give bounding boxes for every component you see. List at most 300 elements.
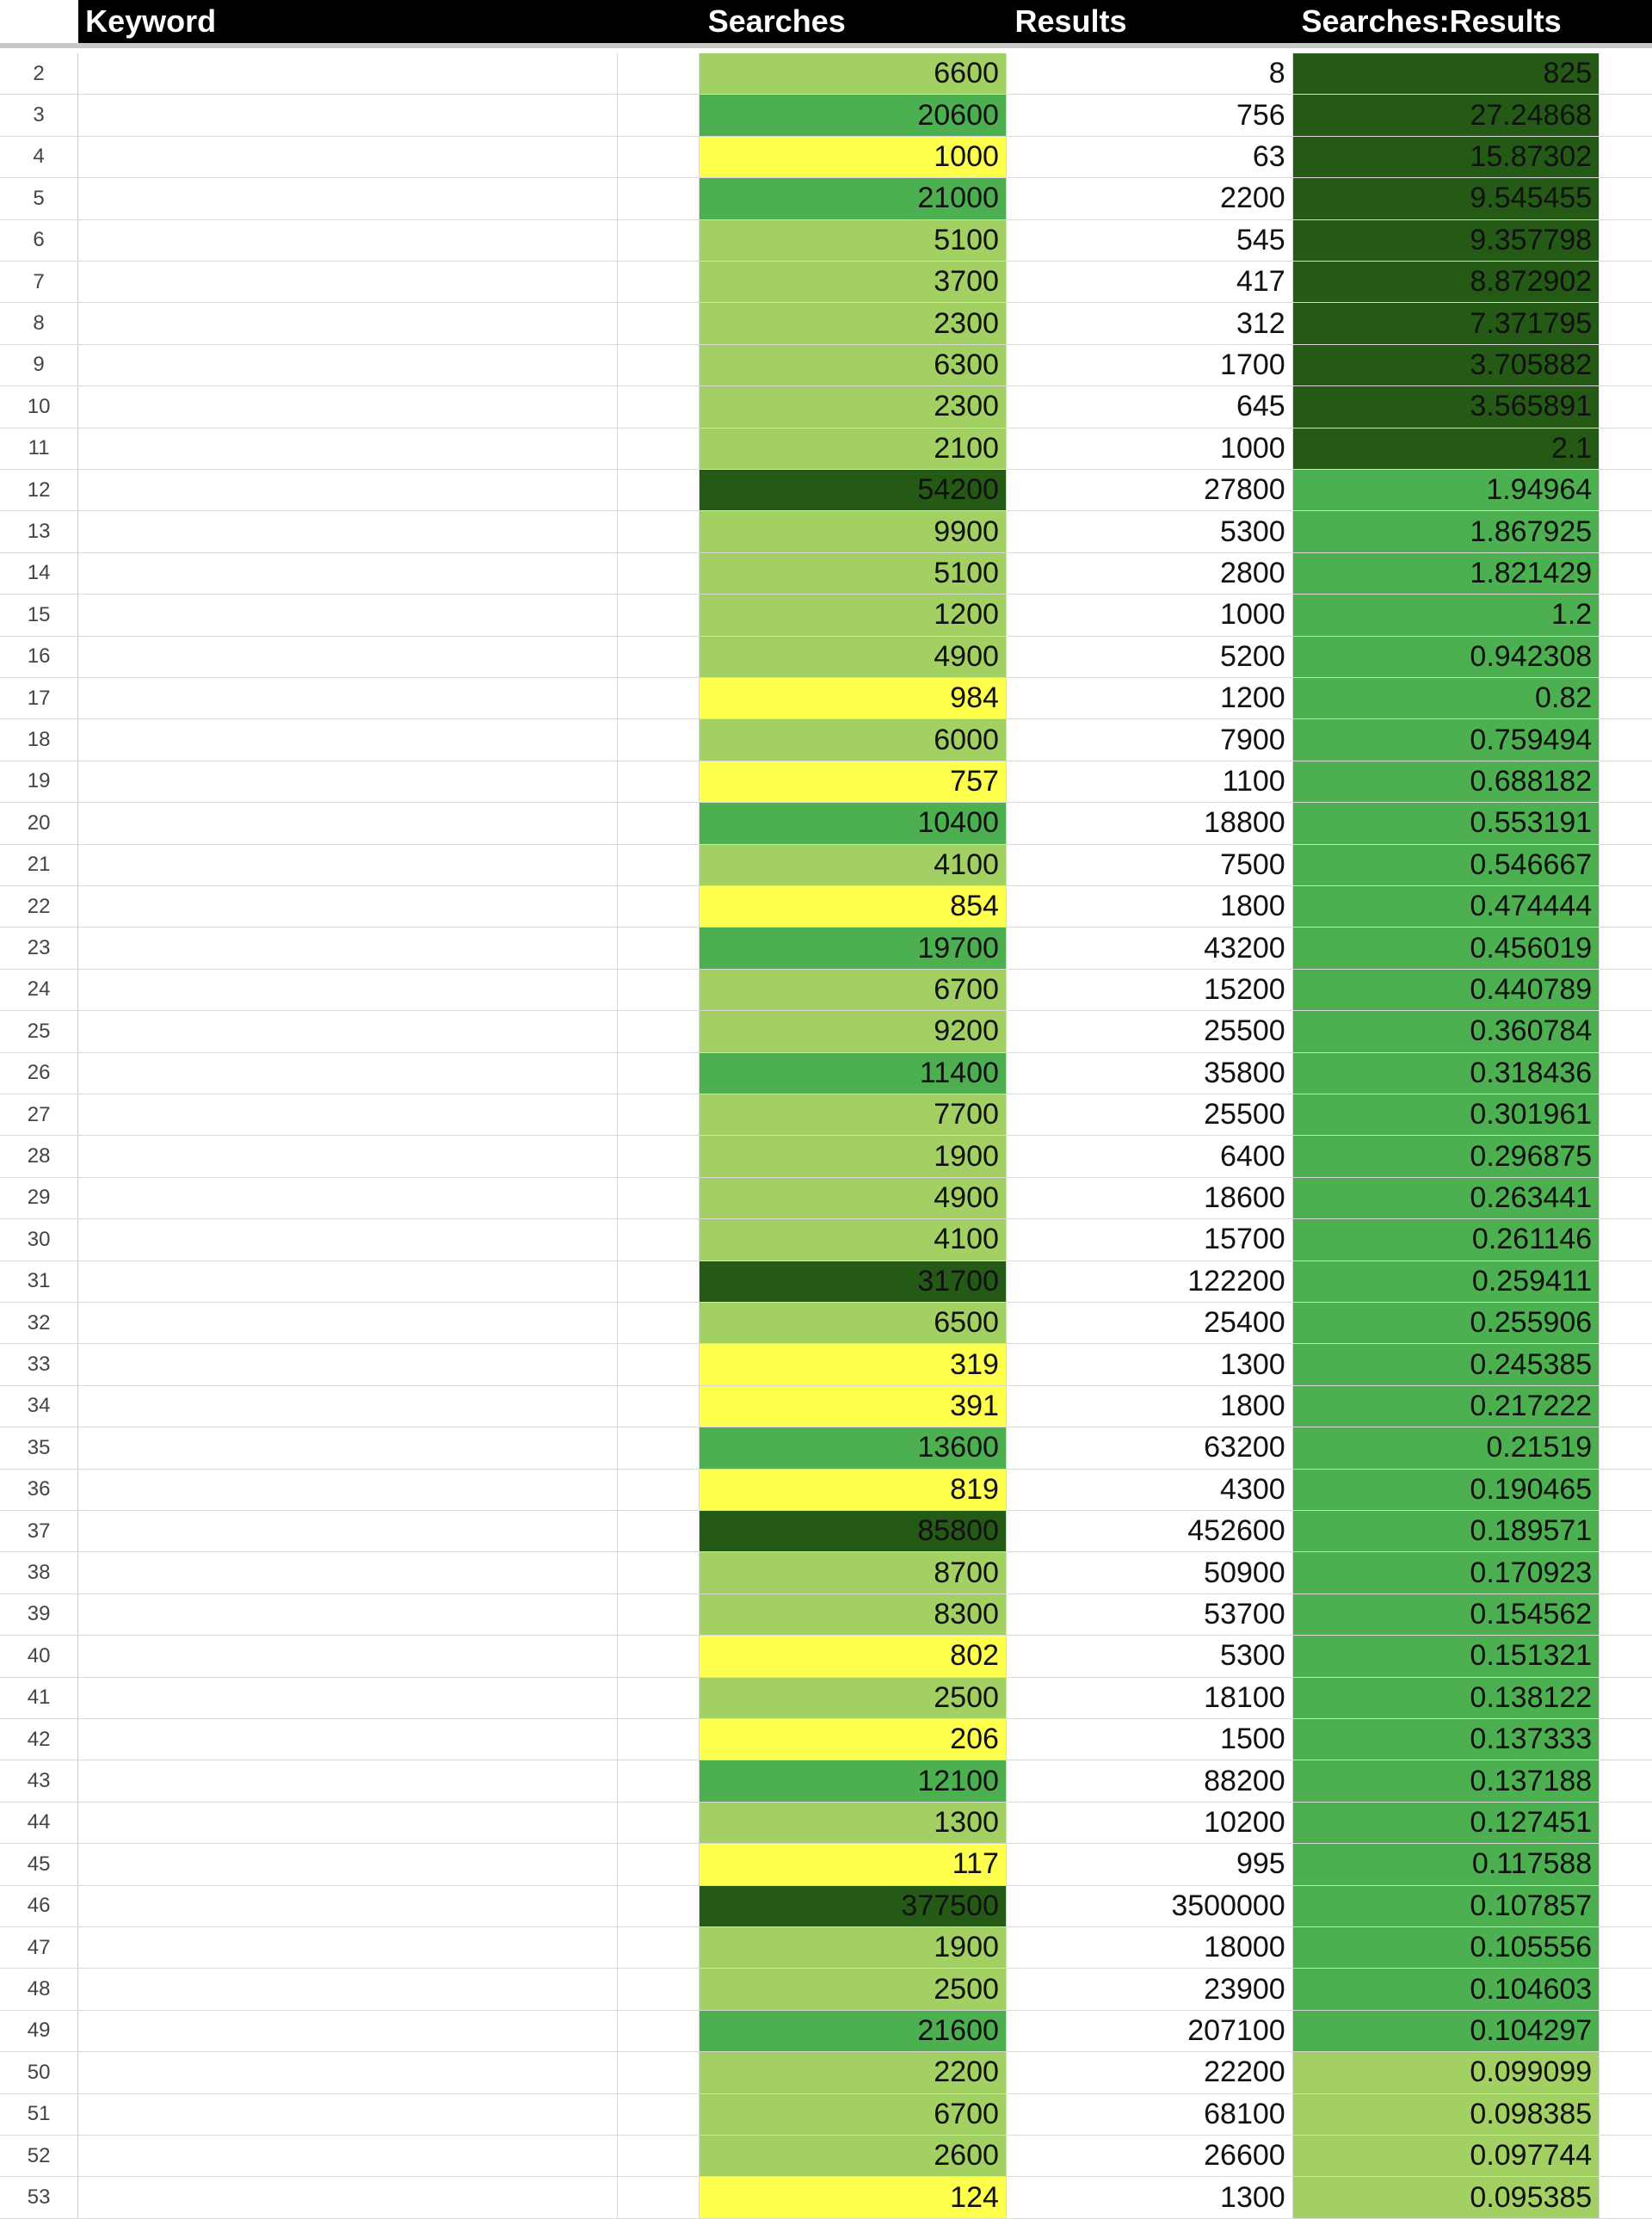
results-cell[interactable] bbox=[1007, 2136, 1293, 2176]
searches-cell[interactable] bbox=[700, 719, 1007, 760]
ratio-cell[interactable] bbox=[1293, 1927, 1600, 1968]
keyword-cell[interactable] bbox=[78, 1678, 618, 1718]
ratio-cell[interactable] bbox=[1293, 1011, 1600, 1051]
searches-cell[interactable] bbox=[700, 1844, 1007, 1884]
ratio-cell[interactable] bbox=[1293, 1511, 1600, 1551]
empty-cell[interactable] bbox=[618, 1927, 700, 1968]
row-number[interactable]: 39 bbox=[0, 1594, 78, 1635]
results-cell[interactable] bbox=[1007, 1344, 1293, 1384]
searches-header[interactable]: Searches bbox=[707, 3, 846, 39]
row-number[interactable]: 21 bbox=[0, 845, 78, 885]
ratio-cell[interactable] bbox=[1293, 1636, 1600, 1676]
ratio-cell[interactable] bbox=[1293, 803, 1600, 843]
searches-cell[interactable] bbox=[700, 2094, 1007, 2135]
ratio-cell[interactable] bbox=[1293, 886, 1600, 927]
empty-cell[interactable] bbox=[618, 178, 700, 219]
results-cell[interactable] bbox=[1007, 386, 1293, 427]
empty-cell[interactable] bbox=[1600, 345, 1652, 385]
results-cell[interactable] bbox=[1007, 845, 1293, 885]
empty-cell[interactable] bbox=[1600, 1594, 1652, 1635]
keyword-cell[interactable] bbox=[78, 1552, 618, 1593]
empty-cell[interactable] bbox=[618, 928, 700, 968]
row-number[interactable]: 11 bbox=[0, 428, 78, 469]
empty-cell[interactable] bbox=[618, 1760, 700, 1801]
row-number[interactable]: 4 bbox=[0, 137, 78, 177]
empty-cell[interactable] bbox=[618, 1053, 700, 1094]
searches-cell[interactable] bbox=[700, 928, 1007, 968]
empty-cell[interactable] bbox=[1600, 428, 1652, 469]
results-cell[interactable] bbox=[1007, 1552, 1293, 1593]
results-cell[interactable] bbox=[1007, 1886, 1293, 1926]
empty-cell[interactable] bbox=[1600, 1886, 1652, 1926]
row-number[interactable]: 42 bbox=[0, 1719, 78, 1760]
empty-cell[interactable] bbox=[1600, 1303, 1652, 1343]
results-cell[interactable] bbox=[1007, 2094, 1293, 2135]
searches-cell[interactable] bbox=[700, 345, 1007, 385]
ratio-cell[interactable] bbox=[1293, 928, 1600, 968]
searches-cell[interactable] bbox=[700, 1594, 1007, 1635]
keyword-cell[interactable] bbox=[78, 428, 618, 469]
row-number[interactable]: 45 bbox=[0, 1844, 78, 1884]
empty-cell[interactable] bbox=[618, 1261, 700, 1302]
searches-cell[interactable] bbox=[700, 553, 1007, 594]
empty-cell[interactable] bbox=[1600, 137, 1652, 177]
searches-cell[interactable] bbox=[700, 1969, 1007, 2009]
ratio-cell[interactable] bbox=[1293, 1886, 1600, 1926]
row-number[interactable]: 24 bbox=[0, 970, 78, 1010]
row-number[interactable]: 53 bbox=[0, 2177, 78, 2217]
empty-cell[interactable] bbox=[618, 1303, 700, 1343]
row-number[interactable]: 8 bbox=[0, 303, 78, 343]
empty-cell[interactable] bbox=[1600, 2094, 1652, 2135]
searches-cell[interactable] bbox=[700, 1760, 1007, 1801]
row-number[interactable]: 31 bbox=[0, 1261, 78, 1302]
ratio-cell[interactable] bbox=[1293, 137, 1600, 177]
empty-cell[interactable] bbox=[1600, 928, 1652, 968]
results-cell[interactable] bbox=[1007, 1760, 1293, 1801]
empty-cell[interactable] bbox=[618, 511, 700, 552]
empty-cell[interactable] bbox=[618, 1511, 700, 1551]
empty-cell[interactable] bbox=[618, 1969, 700, 2009]
results-cell[interactable] bbox=[1007, 95, 1293, 135]
keyword-cell[interactable] bbox=[78, 1511, 618, 1551]
empty-cell[interactable] bbox=[1600, 386, 1652, 427]
keyword-cell[interactable] bbox=[78, 1261, 618, 1302]
empty-cell[interactable] bbox=[1600, 303, 1652, 343]
results-cell[interactable] bbox=[1007, 1927, 1293, 1968]
results-cell[interactable] bbox=[1007, 970, 1293, 1010]
keyword-cell[interactable] bbox=[78, 178, 618, 219]
searches-cell[interactable] bbox=[700, 1178, 1007, 1218]
empty-cell[interactable] bbox=[618, 637, 700, 677]
empty-cell[interactable] bbox=[618, 1594, 700, 1635]
keyword-cell[interactable] bbox=[78, 595, 618, 635]
keyword-cell[interactable] bbox=[78, 1094, 618, 1135]
ratio-cell[interactable] bbox=[1293, 1386, 1600, 1427]
ratio-cell[interactable] bbox=[1293, 2136, 1600, 2176]
searches-cell[interactable] bbox=[700, 637, 1007, 677]
row-number[interactable]: 18 bbox=[0, 719, 78, 760]
empty-cell[interactable] bbox=[618, 470, 700, 510]
results-cell[interactable] bbox=[1007, 1594, 1293, 1635]
searches-cell[interactable] bbox=[700, 1219, 1007, 1260]
row-number[interactable]: 22 bbox=[0, 886, 78, 927]
results-cell[interactable] bbox=[1007, 553, 1293, 594]
keyword-cell[interactable] bbox=[78, 678, 618, 718]
empty-cell[interactable] bbox=[1600, 553, 1652, 594]
results-cell[interactable] bbox=[1007, 1053, 1293, 1094]
empty-cell[interactable] bbox=[1600, 1511, 1652, 1551]
keyword-cell[interactable] bbox=[78, 1636, 618, 1676]
keyword-cell[interactable] bbox=[78, 1344, 618, 1384]
results-cell[interactable] bbox=[1007, 1844, 1293, 1884]
empty-cell[interactable] bbox=[618, 2094, 700, 2135]
keyword-cell[interactable] bbox=[78, 928, 618, 968]
row-number[interactable]: 7 bbox=[0, 262, 78, 302]
empty-cell[interactable] bbox=[1600, 719, 1652, 760]
results-cell[interactable] bbox=[1007, 137, 1293, 177]
keyword-cell[interactable] bbox=[78, 511, 618, 552]
keyword-cell[interactable] bbox=[78, 345, 618, 385]
ratio-cell[interactable] bbox=[1293, 553, 1600, 594]
searches-cell[interactable] bbox=[700, 1427, 1007, 1468]
empty-cell[interactable] bbox=[618, 761, 700, 802]
row-number[interactable]: 41 bbox=[0, 1678, 78, 1718]
keyword-cell[interactable] bbox=[78, 2094, 618, 2135]
keyword-cell[interactable] bbox=[78, 1719, 618, 1760]
row-number[interactable]: 19 bbox=[0, 761, 78, 802]
empty-cell[interactable] bbox=[618, 1470, 700, 1510]
searches-cell[interactable] bbox=[700, 428, 1007, 469]
keyword-header[interactable]: Keyword bbox=[85, 3, 217, 39]
empty-cell[interactable] bbox=[1600, 678, 1652, 718]
keyword-cell[interactable] bbox=[78, 886, 618, 927]
searches-cell[interactable] bbox=[700, 1303, 1007, 1343]
empty-cell[interactable] bbox=[1600, 95, 1652, 135]
row-number[interactable]: 2 bbox=[0, 53, 78, 94]
results-cell[interactable] bbox=[1007, 1303, 1293, 1343]
searches-cell[interactable] bbox=[700, 220, 1007, 261]
ratio-cell[interactable] bbox=[1293, 1844, 1600, 1884]
ratio-cell[interactable] bbox=[1293, 511, 1600, 552]
empty-cell[interactable] bbox=[618, 678, 700, 718]
searches-cell[interactable] bbox=[700, 803, 1007, 843]
empty-cell[interactable] bbox=[1600, 1678, 1652, 1718]
empty-cell[interactable] bbox=[1600, 1969, 1652, 2009]
row-number[interactable]: 14 bbox=[0, 553, 78, 594]
empty-cell[interactable] bbox=[618, 1636, 700, 1676]
row-number[interactable]: 32 bbox=[0, 1303, 78, 1343]
row-number[interactable]: 26 bbox=[0, 1053, 78, 1094]
empty-cell[interactable] bbox=[618, 553, 700, 594]
ratio-cell[interactable] bbox=[1293, 470, 1600, 510]
keyword-cell[interactable] bbox=[78, 1219, 618, 1260]
searches-cell[interactable] bbox=[700, 595, 1007, 635]
empty-cell[interactable] bbox=[1600, 1636, 1652, 1676]
searches-cell[interactable] bbox=[700, 95, 1007, 135]
empty-cell[interactable] bbox=[618, 886, 700, 927]
keyword-cell[interactable] bbox=[78, 1886, 618, 1926]
searches-cell[interactable] bbox=[700, 1344, 1007, 1384]
empty-cell[interactable] bbox=[618, 845, 700, 885]
searches-cell[interactable] bbox=[700, 2136, 1007, 2176]
empty-cell[interactable] bbox=[1600, 761, 1652, 802]
keyword-cell[interactable] bbox=[78, 2177, 618, 2217]
empty-cell[interactable] bbox=[618, 2011, 700, 2051]
keyword-cell[interactable] bbox=[78, 553, 618, 594]
row-number[interactable]: 5 bbox=[0, 178, 78, 219]
ratio-cell[interactable] bbox=[1293, 1470, 1600, 1510]
empty-cell[interactable] bbox=[1600, 1344, 1652, 1384]
empty-cell[interactable] bbox=[618, 2052, 700, 2093]
empty-cell[interactable] bbox=[618, 1427, 700, 1468]
empty-cell[interactable] bbox=[1600, 1011, 1652, 1051]
results-cell[interactable] bbox=[1007, 1719, 1293, 1760]
row-number[interactable]: 47 bbox=[0, 1927, 78, 1968]
keyword-cell[interactable] bbox=[78, 1844, 618, 1884]
keyword-cell[interactable] bbox=[78, 1053, 618, 1094]
searches-cell[interactable] bbox=[700, 886, 1007, 927]
ratio-cell[interactable] bbox=[1293, 220, 1600, 261]
searches-cell[interactable] bbox=[700, 2011, 1007, 2051]
ratio-cell[interactable] bbox=[1293, 1594, 1600, 1635]
row-number[interactable]: 9 bbox=[0, 345, 78, 385]
searches-cell[interactable] bbox=[700, 1011, 1007, 1051]
keyword-cell[interactable] bbox=[78, 637, 618, 677]
results-cell[interactable] bbox=[1007, 511, 1293, 552]
empty-cell[interactable] bbox=[618, 386, 700, 427]
ratio-cell[interactable] bbox=[1293, 2052, 1600, 2093]
keyword-cell[interactable] bbox=[78, 2011, 618, 2051]
results-cell[interactable] bbox=[1007, 1803, 1293, 1843]
empty-cell[interactable] bbox=[1600, 2011, 1652, 2051]
searches-cell[interactable] bbox=[700, 761, 1007, 802]
keyword-cell[interactable] bbox=[78, 95, 618, 135]
row-number[interactable]: 27 bbox=[0, 1094, 78, 1135]
keyword-cell[interactable] bbox=[78, 803, 618, 843]
empty-cell[interactable] bbox=[1600, 1927, 1652, 1968]
searches-cell[interactable] bbox=[700, 1927, 1007, 1968]
results-cell[interactable] bbox=[1007, 178, 1293, 219]
results-cell[interactable] bbox=[1007, 637, 1293, 677]
ratio-cell[interactable] bbox=[1293, 178, 1600, 219]
row-number[interactable]: 10 bbox=[0, 386, 78, 427]
searches-cell[interactable] bbox=[700, 1719, 1007, 1760]
row-number[interactable]: 23 bbox=[0, 928, 78, 968]
searches-cell[interactable] bbox=[700, 1678, 1007, 1718]
empty-cell[interactable] bbox=[618, 1803, 700, 1843]
ratio-cell[interactable] bbox=[1293, 2177, 1600, 2217]
results-cell[interactable] bbox=[1007, 1678, 1293, 1718]
results-cell[interactable] bbox=[1007, 1511, 1293, 1551]
results-cell[interactable] bbox=[1007, 886, 1293, 927]
searches-cell[interactable] bbox=[700, 1803, 1007, 1843]
results-cell[interactable] bbox=[1007, 262, 1293, 302]
empty-cell[interactable] bbox=[1600, 511, 1652, 552]
results-cell[interactable] bbox=[1007, 2177, 1293, 2217]
ratio-cell[interactable] bbox=[1293, 1094, 1600, 1135]
results-header[interactable]: Results bbox=[1014, 3, 1127, 39]
empty-cell[interactable] bbox=[1600, 470, 1652, 510]
row-number[interactable]: 3 bbox=[0, 95, 78, 135]
results-cell[interactable] bbox=[1007, 303, 1293, 343]
keyword-cell[interactable] bbox=[78, 53, 618, 94]
searches-cell[interactable] bbox=[700, 1261, 1007, 1302]
empty-cell[interactable] bbox=[618, 1678, 700, 1718]
empty-cell[interactable] bbox=[618, 262, 700, 302]
searches-cell[interactable] bbox=[700, 1470, 1007, 1510]
empty-cell[interactable] bbox=[1600, 1470, 1652, 1510]
ratio-cell[interactable] bbox=[1293, 595, 1600, 635]
row-number[interactable]: 49 bbox=[0, 2011, 78, 2051]
empty-cell[interactable] bbox=[618, 970, 700, 1010]
ratio-cell[interactable] bbox=[1293, 719, 1600, 760]
row-number[interactable]: 17 bbox=[0, 678, 78, 718]
empty-cell[interactable] bbox=[1600, 2052, 1652, 2093]
ratio-cell[interactable] bbox=[1293, 1678, 1600, 1718]
row-number[interactable]: 34 bbox=[0, 1386, 78, 1427]
empty-cell[interactable] bbox=[618, 1719, 700, 1760]
keyword-cell[interactable] bbox=[78, 1969, 618, 2009]
searches-cell[interactable] bbox=[700, 2052, 1007, 2093]
ratio-cell[interactable] bbox=[1293, 1261, 1600, 1302]
empty-header-cell[interactable] bbox=[1600, 0, 1652, 43]
keyword-cell[interactable] bbox=[78, 1386, 618, 1427]
empty-cell[interactable] bbox=[1600, 1219, 1652, 1260]
searches-cell[interactable] bbox=[700, 303, 1007, 343]
row-number[interactable]: 16 bbox=[0, 637, 78, 677]
ratio-cell[interactable] bbox=[1293, 970, 1600, 1010]
ratio-cell[interactable] bbox=[1293, 2094, 1600, 2135]
empty-cell[interactable] bbox=[1600, 1261, 1652, 1302]
results-cell[interactable] bbox=[1007, 1094, 1293, 1135]
ratio-cell[interactable] bbox=[1293, 262, 1600, 302]
searches-cell[interactable] bbox=[700, 1886, 1007, 1926]
keyword-cell[interactable] bbox=[78, 1011, 618, 1051]
row-number[interactable]: 33 bbox=[0, 1344, 78, 1384]
row-number[interactable]: 28 bbox=[0, 1136, 78, 1176]
ratio-cell[interactable] bbox=[1293, 1552, 1600, 1593]
keyword-cell[interactable] bbox=[78, 1927, 618, 1968]
row-number[interactable]: 43 bbox=[0, 1760, 78, 1801]
searches-cell[interactable] bbox=[700, 1094, 1007, 1135]
results-cell[interactable] bbox=[1007, 470, 1293, 510]
searches-cell[interactable] bbox=[700, 53, 1007, 94]
row-number[interactable]: 38 bbox=[0, 1552, 78, 1593]
ratio-cell[interactable] bbox=[1293, 1803, 1600, 1843]
empty-cell[interactable] bbox=[1600, 1844, 1652, 1884]
empty-cell[interactable] bbox=[1600, 1386, 1652, 1427]
empty-cell[interactable] bbox=[618, 137, 700, 177]
searches-cell[interactable] bbox=[700, 1636, 1007, 1676]
searches-cell[interactable] bbox=[700, 262, 1007, 302]
results-cell[interactable] bbox=[1007, 1386, 1293, 1427]
ratio-header[interactable]: Searches:Results bbox=[1301, 3, 1562, 39]
ratio-cell[interactable] bbox=[1293, 386, 1600, 427]
results-cell[interactable] bbox=[1007, 1427, 1293, 1468]
row-number[interactable]: 36 bbox=[0, 1470, 78, 1510]
empty-cell[interactable] bbox=[1600, 1094, 1652, 1135]
results-cell[interactable] bbox=[1007, 595, 1293, 635]
row-number[interactable]: 35 bbox=[0, 1427, 78, 1468]
searches-cell[interactable] bbox=[700, 178, 1007, 219]
searches-cell[interactable] bbox=[700, 511, 1007, 552]
empty-cell[interactable] bbox=[1600, 1552, 1652, 1593]
row-number[interactable]: 44 bbox=[0, 1803, 78, 1843]
row-number[interactable]: 37 bbox=[0, 1511, 78, 1551]
ratio-cell[interactable] bbox=[1293, 1760, 1600, 1801]
keyword-cell[interactable] bbox=[78, 845, 618, 885]
empty-cell[interactable] bbox=[1600, 2177, 1652, 2217]
empty-cell[interactable] bbox=[1600, 262, 1652, 302]
row-number[interactable]: 20 bbox=[0, 803, 78, 843]
ratio-cell[interactable] bbox=[1293, 637, 1600, 677]
row-number[interactable]: 29 bbox=[0, 1178, 78, 1218]
empty-cell[interactable] bbox=[618, 53, 700, 94]
results-cell[interactable] bbox=[1007, 2052, 1293, 2093]
keyword-cell[interactable] bbox=[78, 1803, 618, 1843]
row-number[interactable]: 15 bbox=[0, 595, 78, 635]
empty-cell[interactable] bbox=[1600, 2136, 1652, 2176]
empty-cell[interactable] bbox=[618, 1552, 700, 1593]
results-cell[interactable] bbox=[1007, 928, 1293, 968]
keyword-cell[interactable] bbox=[78, 1594, 618, 1635]
searches-cell[interactable] bbox=[700, 1552, 1007, 1593]
empty-cell[interactable] bbox=[618, 595, 700, 635]
empty-cell[interactable] bbox=[1600, 845, 1652, 885]
ratio-cell[interactable] bbox=[1293, 1719, 1600, 1760]
empty-cell[interactable] bbox=[618, 803, 700, 843]
keyword-cell[interactable] bbox=[78, 2052, 618, 2093]
ratio-cell[interactable] bbox=[1293, 1178, 1600, 1218]
results-cell[interactable] bbox=[1007, 719, 1293, 760]
keyword-cell[interactable] bbox=[78, 761, 618, 802]
empty-cell[interactable] bbox=[618, 1844, 700, 1884]
empty-cell[interactable] bbox=[1600, 53, 1652, 94]
empty-cell[interactable] bbox=[618, 2177, 700, 2217]
searches-cell[interactable] bbox=[700, 1053, 1007, 1094]
empty-cell[interactable] bbox=[1600, 1760, 1652, 1801]
empty-cell[interactable] bbox=[1600, 1803, 1652, 1843]
empty-cell[interactable] bbox=[618, 1094, 700, 1135]
results-cell[interactable] bbox=[1007, 1219, 1293, 1260]
empty-header-cell[interactable] bbox=[618, 0, 700, 43]
results-cell[interactable] bbox=[1007, 2011, 1293, 2051]
empty-cell[interactable] bbox=[618, 1011, 700, 1051]
empty-cell[interactable] bbox=[618, 220, 700, 261]
ratio-cell[interactable] bbox=[1293, 95, 1600, 135]
searches-cell[interactable] bbox=[700, 845, 1007, 885]
empty-cell[interactable] bbox=[1600, 220, 1652, 261]
ratio-cell[interactable] bbox=[1293, 1303, 1600, 1343]
ratio-cell[interactable] bbox=[1293, 1053, 1600, 1094]
ratio-cell[interactable] bbox=[1293, 1427, 1600, 1468]
searches-cell[interactable] bbox=[700, 1511, 1007, 1551]
keyword-cell[interactable] bbox=[78, 1470, 618, 1510]
row-number[interactable]: 13 bbox=[0, 511, 78, 552]
keyword-cell[interactable] bbox=[78, 2136, 618, 2176]
ratio-cell[interactable] bbox=[1293, 1969, 1600, 2009]
searches-cell[interactable] bbox=[700, 386, 1007, 427]
empty-cell[interactable] bbox=[1600, 637, 1652, 677]
searches-cell[interactable] bbox=[700, 470, 1007, 510]
searches-cell[interactable] bbox=[700, 1136, 1007, 1176]
empty-cell[interactable] bbox=[618, 2136, 700, 2176]
searches-cell[interactable] bbox=[700, 1386, 1007, 1427]
row-number[interactable]: 25 bbox=[0, 1011, 78, 1051]
keyword-cell[interactable] bbox=[78, 470, 618, 510]
empty-cell[interactable] bbox=[618, 1886, 700, 1926]
